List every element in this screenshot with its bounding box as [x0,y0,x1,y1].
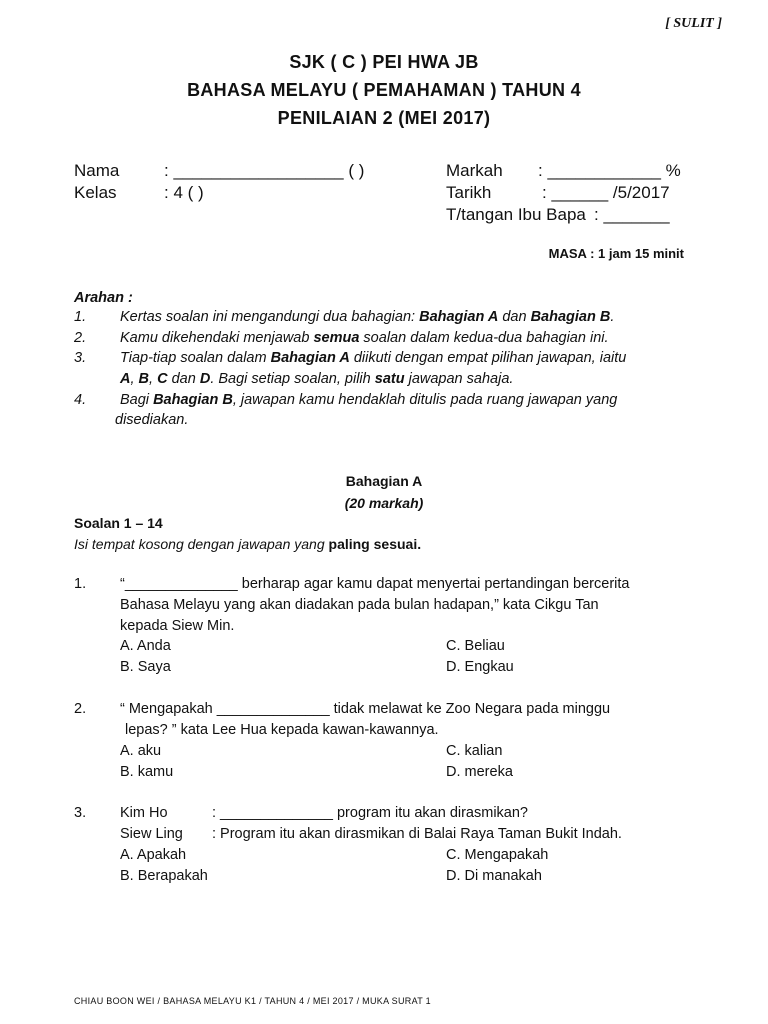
instruction-number: 4. [74,392,87,408]
kelas-label: Kelas [74,183,117,202]
section-instruction: Isi tempat kosong dengan jawapan yang paling sesuai. [74,536,422,552]
instruction-3: Tiap-tiap soalan dalam Bahagian A diikuti dengan empat pilihan jawapan, iaitu [120,350,627,366]
question-1-text: “______________ berharap agar kamu dapat menyertai pertandingan bercerita [120,576,630,592]
confidential-label: [ SULIT ] [665,16,722,31]
option-a[interactable]: A. Apakah [120,847,187,863]
option-d[interactable]: D. Di manakah [446,868,542,884]
question-3-text: : Program itu akan dirasmikan di Balai Raya Taman Bukit Indah. [212,826,622,842]
option-d[interactable]: D. Engkau [446,659,514,675]
instruction-number: 1. [74,309,87,325]
option-b[interactable]: B. Berapakah [120,868,208,884]
option-a[interactable]: A. aku [120,743,162,759]
school-name: SJK ( C ) PEI HWA JB [289,52,479,72]
kelas-field: : 4 ( ) [164,183,204,202]
option-d[interactable]: D. mereka [446,764,513,780]
option-c[interactable]: C. kalian [446,743,503,759]
instruction-number: 3. [74,350,87,366]
question-number: 2. [74,701,87,717]
parent-signature-field: : _______ [594,205,670,224]
question-number: 1. [74,576,87,592]
section-title: Bahagian A [345,473,423,489]
question-2-text: lepas? ” kata Lee Hua kepada kawan-kawannya. [125,722,439,738]
speaker-name: Kim Ho [120,805,168,821]
question-range: Soalan 1 – 14 [74,515,163,531]
question-1-text: kepada Siew Min. [120,618,235,634]
option-c[interactable]: C. Mengapakah [446,847,549,863]
question-3-text: : ______________ program itu akan dirasmikan? [212,805,528,821]
instruction-4: Bagi Bahagian B, jawapan kamu hendaklah ditulis pada ruang jawapan yang [120,392,618,408]
question-number: 3. [74,805,87,821]
markah-label: Markah [446,161,503,180]
question-1-text: Bahasa Melayu yang akan diadakan pada bulan hadapan,” kata Cikgu Tan [120,597,599,613]
option-b[interactable]: B. kamu [120,764,174,780]
instruction-4-continued: disediakan. [115,412,189,428]
tarikh-field: : ______ /5/2017 [542,183,670,202]
page-footer: CHIAU BOON WEI / BAHASA MELAYU K1 / TAHUN 4 / MEI 2017 / MUKA SURAT 1 [74,996,431,1006]
option-c[interactable]: C. Beliau [446,638,505,654]
subject-title: BAHASA MELAYU ( PEMAHAMAN ) TAHUN 4 [187,80,581,100]
nama-field: : __________________ ( ) [164,161,365,180]
instruction-2: Kamu dikehendaki menjawab semua soalan dalam kedua-dua bahagian ini. [120,330,609,346]
nama-label: Nama [74,161,120,180]
section-marks: (20 markah) [344,495,424,511]
instruction-3-continued: A, B, C dan D. Bagi setiap soalan, pilih satu jawapan sahaja. [120,371,514,387]
question-2-text: “ Mengapakah ______________ tidak melawat ke Zoo Negara pada minggu [120,701,611,717]
time-allowed: MASA : 1 jam 15 minit [548,246,684,261]
option-b[interactable]: B. Saya [120,659,171,675]
exam-title: PENILAIAN 2 (MEI 2017) [277,108,491,128]
instruction-number: 2. [74,330,87,346]
tarikh-label: Tarikh [446,183,492,202]
option-a[interactable]: A. Anda [120,638,171,654]
instruction-1: Kertas soalan ini mengandungi dua bahagian: Bahagian A dan Bahagian B. [120,309,615,325]
parent-signature-label: T/tangan Ibu Bapa [446,205,586,224]
instructions-title: Arahan : [74,290,133,306]
markah-field: : ____________ % [538,161,681,180]
speaker-name: Siew Ling [120,826,183,842]
